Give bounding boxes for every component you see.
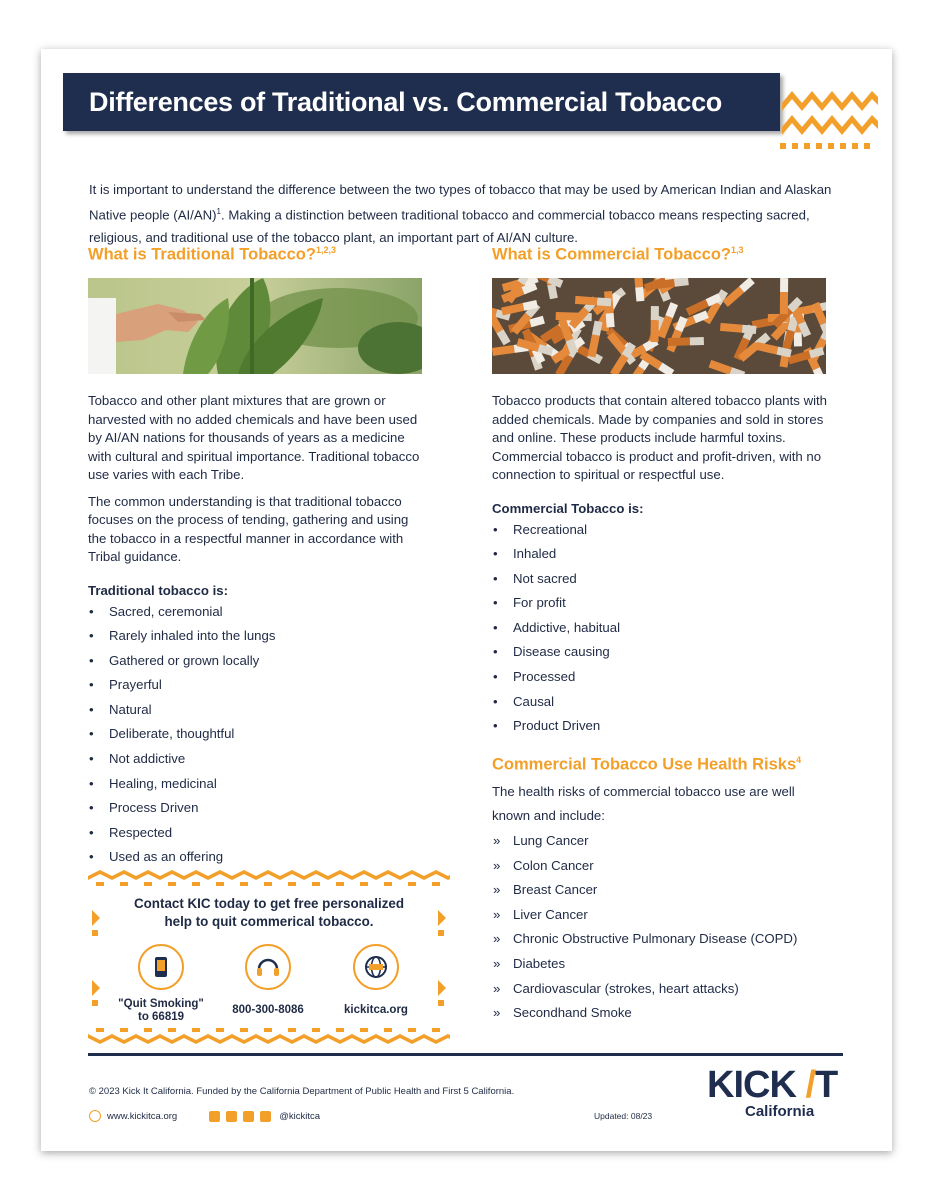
traditional-column [88,245,426,870]
bullet-marker: • [89,628,94,644]
health-risk-item: » Colon Cancer [492,854,832,879]
instagram-icon[interactable] [243,1111,254,1122]
bullet-marker: » [493,1005,501,1021]
cigarette-butts-photo [492,278,826,374]
copyright-text: © 2023 Kick It California. Funded by the California Department of Public Health and First 5 California. [89,1086,515,1097]
cta-text-option[interactable]: "Quit Smoking" to 66819 [106,944,216,1024]
traditional-heading: What is Traditional Tobacco?$^{1,2,3}$ [88,245,336,264]
bullet-marker: • [89,701,94,717]
traditional-list-item: • Rarely inhaled into the lungs [88,624,426,649]
traditional-list-item: • Sacred, ceremonial [88,600,426,625]
bullet-marker: » [493,906,501,922]
page-title: Differences of Traditional vs. Commercial Tobacco [89,86,722,117]
bullet-marker: • [493,570,498,586]
twitter-icon[interactable] [226,1111,237,1122]
commercial-description: Tobacco products that contain altered tobacco plants with added chemicals. Made by companies and sold in stores and online. These products include harmful toxins. Commercial tobacco is product and profit-driven, with no connection to spiritual or respectful use. [492,393,828,482]
health-risk-item: » Liver Cancer [492,903,832,928]
health-risk-item: » Lung Cancer [492,829,832,854]
health-risks-heading: Commercial Tobacco Use Health Risks$^4$ [492,754,802,774]
intro-paragraph: It is important to understand the difference between the two types of tobacco that may be used by American Indian and Alaskan Native people $(AI/AN)^1$. Making a distinction between traditional tobacco and commercial tobacco means respecting sacred, religious, and traditional use of the tobacco plant, an important part of AI/AN culture. [89,182,832,245]
bullet-marker: » [493,956,501,971]
traditional-list-item: • Gathered or grown locally [88,649,426,674]
commercial-list-item: • Processed [492,665,832,690]
headset-icon [245,944,291,990]
health-risk-item: » Secondhand Smoke [492,1001,832,1026]
traditional-description: Tobacco and other plant mixtures that are grown or harvested with no added chemicals and have been used by AI/AN nations for thousands of years as a medicine with cultural and spiritual importance. Traditional tobacco use varies with each Tribe. [88,393,420,482]
commercial-list-item: • Inhaled [492,542,832,567]
bullet-marker: » [493,882,501,898]
bullet-marker: • [493,693,498,709]
footer-links [89,1110,320,1122]
tobacco-plant-photo [88,278,422,374]
bullet-marker: » [493,833,501,849]
bullet-marker: • [493,595,498,611]
traditional-list-item: • Used as an offering [88,845,426,870]
health-risks-list [492,829,832,1026]
flyer-page [41,49,892,1151]
commercial-list-item: • For profit [492,591,832,616]
commercial-list-heading: Commercial Tobacco is: [492,500,644,516]
updated-date: Updated: 08/23 [594,1111,653,1121]
traditional-list-item: • Process Driven [88,796,426,821]
traditional-understanding: The common understanding is that traditional tobacco focuses on the process of tending, gathering and using the tobacco in a respectful manner in accordance with Tribal guidance. [88,493,409,564]
bullet-marker: • [493,718,498,734]
social-icons [209,1111,271,1122]
health-risk-item: » Chronic Obstructive Pulmonary Disease (COPD) [492,927,832,952]
commercial-list [492,518,832,739]
bullet-marker: • [493,521,498,537]
traditional-list [88,600,426,871]
bullet-marker: • [89,652,94,668]
traditional-list-item: • Healing, medicinal [88,772,426,797]
kick-it-california-logo: KICK /T California [707,1064,838,1120]
social-handle[interactable]: @kickitca [279,1110,321,1122]
bullet-marker: • [89,800,94,816]
bullet-marker: • [89,677,94,693]
cta-phone-option[interactable]: 800-300-8086 [213,944,323,1017]
traditional-list-item: • Respected [88,821,426,846]
commercial-list-item: • Disease causing [492,640,832,665]
health-risk-item: » Breast Cancer [492,878,832,903]
bullet-marker: • [89,849,94,865]
bullet-marker: • [89,824,94,840]
commercial-list-item: • Not sacred [492,567,832,592]
traditional-list-item: • Prayerful [88,673,426,698]
traditional-list-item: • Deliberate, thoughtful [88,722,426,747]
commercial-list-item: • Addictive, habitual [492,616,832,641]
phone-icon [138,944,184,990]
commercial-list-item: • Recreational [492,518,832,543]
bullet-marker: • [493,644,498,660]
bullet-marker: • [89,726,94,742]
decorative-pattern-corner [780,83,878,153]
title-banner [63,73,780,131]
bullet-marker: • [89,603,94,619]
cta-title: Contact KIC today to get free personalized help to quit commerical tobacco. [133,896,405,929]
facebook-icon[interactable] [209,1111,220,1122]
cta-web-option[interactable]: kickitca.org [321,944,431,1017]
bullet-marker: • [89,775,94,791]
youtube-icon[interactable] [260,1111,271,1122]
globe-icon [353,944,399,990]
bullet-marker: • [493,619,498,635]
health-risks-intro: The health risks of commercial tobacco use are well known and include: [492,783,795,824]
bullet-marker: » [493,857,501,873]
health-risk-item: » Cardiovascular (strokes, heart attacks) [492,977,832,1002]
bullet-marker: » [493,931,501,947]
bullet-marker: • [493,546,498,562]
traditional-list-item: • Not addictive [88,747,426,772]
bullet-marker: » [493,980,501,996]
contact-kic-box [88,870,450,1044]
web-icon [89,1110,101,1122]
footer-divider [88,1053,843,1056]
commercial-heading: What is Commercial Tobacco?$^{1,3}$ [492,245,744,264]
commercial-column [492,245,832,1026]
bullet-marker: • [89,751,94,767]
traditional-list-heading: Traditional tobacco is: [88,582,228,598]
commercial-list-item: • Causal [492,690,832,715]
traditional-list-item: • Natural [88,698,426,723]
commercial-list-item: • Product Driven [492,714,832,739]
bullet-marker: • [493,669,498,685]
health-risk-item: » Diabetes [492,952,832,977]
website-link[interactable]: www.kickitca.org [107,1110,178,1122]
